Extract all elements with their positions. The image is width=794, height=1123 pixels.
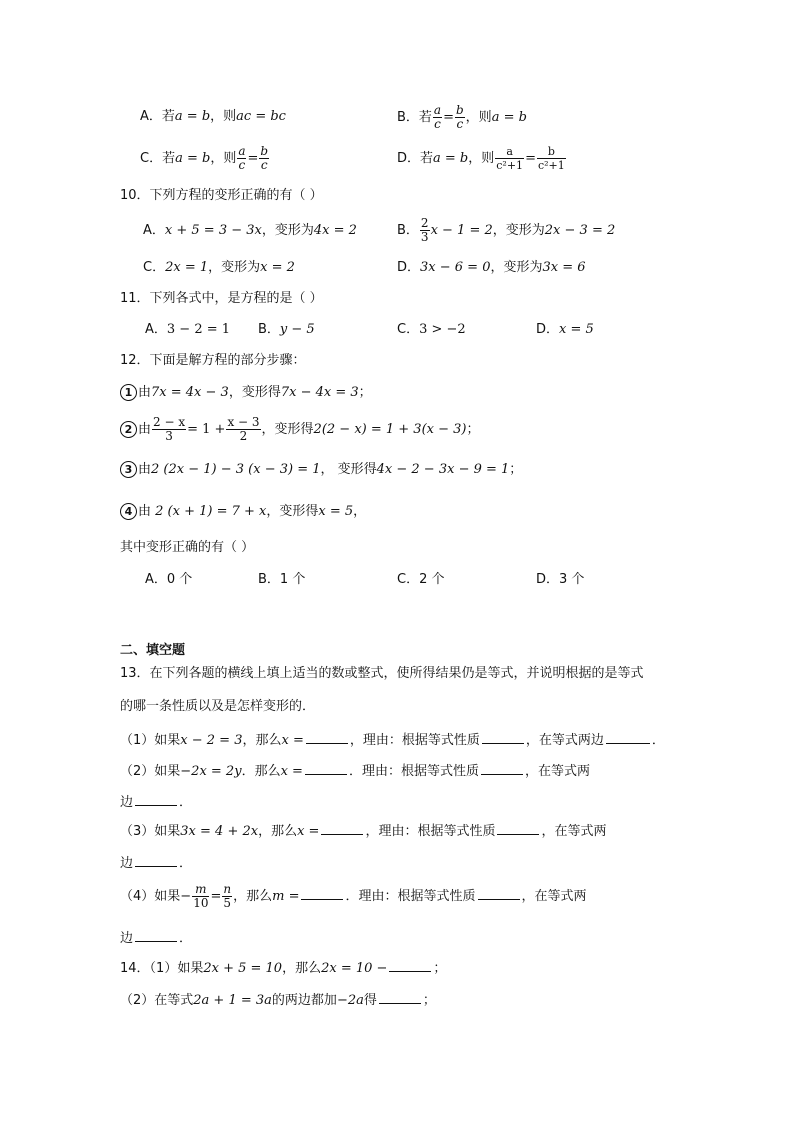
equals: = xyxy=(443,110,454,125)
option-label: C．若 xyxy=(140,151,176,166)
answer-blank[interactable] xyxy=(135,927,177,942)
text: ，在等式两 xyxy=(541,824,607,839)
option-label: D． xyxy=(397,260,421,275)
q13-part-1 xyxy=(120,729,665,751)
math-expr: − xyxy=(180,889,192,904)
denominator: 3 xyxy=(420,230,429,244)
option-label: A． xyxy=(145,322,167,337)
text: （1）如果 xyxy=(120,733,181,748)
math-expr: y − 5 xyxy=(279,322,315,337)
equals: = xyxy=(210,889,222,904)
circled-number: 1 xyxy=(120,384,137,401)
numerator: a xyxy=(238,144,246,158)
text: （4）如果 xyxy=(120,889,181,904)
text: ，变形为 xyxy=(261,223,314,238)
text: 由 xyxy=(138,422,152,437)
answer-blank[interactable] xyxy=(306,729,348,744)
math-expr: a = b xyxy=(491,110,527,125)
answer-blank[interactable] xyxy=(389,957,431,972)
math-expr: 7x = 4x − 3 xyxy=(151,385,229,400)
numerator: a xyxy=(495,145,524,159)
text: 14．（1）如果 xyxy=(120,961,204,976)
q9-option-b[interactable] xyxy=(397,104,527,132)
fraction xyxy=(433,104,442,131)
denominator: c xyxy=(260,158,268,172)
math-expr: −2a xyxy=(336,993,364,1008)
q11-option-c[interactable] xyxy=(397,320,466,340)
answer-blank[interactable] xyxy=(379,989,421,1004)
text: ． xyxy=(179,856,193,871)
text: ，变形得 xyxy=(266,504,319,519)
option-label: D． xyxy=(536,322,560,337)
text: ； xyxy=(433,961,447,976)
text: ，那么 xyxy=(282,961,322,976)
text: 由 xyxy=(138,385,152,400)
denominator: 3 xyxy=(165,429,173,443)
q10-stem: 10．下列方程的变形正确的有（ ） xyxy=(120,188,323,203)
denominator: 10 xyxy=(193,896,209,910)
fraction xyxy=(192,883,209,910)
text: ， xyxy=(353,504,367,519)
answer-blank[interactable] xyxy=(305,760,347,775)
text: ， 变形得 xyxy=(320,462,377,477)
math-expr: 2x + 5 = 10 xyxy=(203,961,283,976)
math-expr: x = 5 xyxy=(318,504,354,519)
denominator: c xyxy=(434,117,441,131)
fraction xyxy=(226,416,260,443)
q13-part-3 xyxy=(120,820,606,842)
numerator: b xyxy=(455,103,464,117)
denominator: c²+1 xyxy=(537,159,565,172)
q11-option-b[interactable] xyxy=(258,320,315,340)
fraction xyxy=(237,145,246,172)
fraction xyxy=(455,104,465,131)
text: ，在等式两边 xyxy=(525,733,604,748)
math-expr: 3x = 6 xyxy=(542,260,586,275)
denominator: c xyxy=(456,117,464,131)
fraction xyxy=(495,145,524,172)
math-expr: 3 − 2 = 1 xyxy=(166,322,231,337)
q13-part-3-cont xyxy=(120,852,192,874)
q13-part-4 xyxy=(120,880,587,914)
numerator: 2 − x xyxy=(153,415,186,429)
text: ．理由：根据等式性质 xyxy=(345,889,476,904)
text: ，那么 xyxy=(242,733,282,748)
text: ，变形得 xyxy=(228,385,281,400)
text: （2）如果 xyxy=(120,764,181,779)
q12-option-a[interactable]: A．0 个 xyxy=(145,572,193,587)
q13-stem-line1: 13．在下列各题的横线上填上适当的数或整式，使所得结果仍是等式，并说明根据的是等式 xyxy=(120,666,644,681)
q12-step-2 xyxy=(120,413,480,447)
answer-blank[interactable] xyxy=(301,885,343,900)
q11-option-d[interactable] xyxy=(536,320,594,340)
q12-stem: 12．下面是解方程的部分步骤： xyxy=(120,353,306,368)
math-expr: 7x − 4x = 3 xyxy=(280,385,359,400)
math-expr: 3x − 6 = 0 xyxy=(420,260,491,275)
option-label: B． xyxy=(258,322,280,337)
q13-part-2 xyxy=(120,760,590,782)
q14-part-2 xyxy=(120,989,436,1011)
q11-option-a[interactable] xyxy=(145,320,230,340)
math-expr: 2x = 10 − xyxy=(321,961,388,976)
option-label: C． xyxy=(397,322,420,337)
math-expr: 3 > −2 xyxy=(419,322,466,337)
option-label: B． xyxy=(397,223,419,238)
numerator: x − 3 xyxy=(227,415,260,429)
math-expr: m = xyxy=(272,889,300,904)
text: ，变形得 xyxy=(261,422,314,437)
q13-part-4-cont xyxy=(120,927,192,949)
text: ，那么 xyxy=(233,889,273,904)
text: ，在等式两 xyxy=(521,889,587,904)
text: 得 xyxy=(363,993,377,1008)
q12-option-b[interactable]: B．1 个 xyxy=(258,572,306,587)
text: ． xyxy=(651,733,665,748)
denominator: 5 xyxy=(223,896,232,910)
answer-blank[interactable] xyxy=(135,791,177,806)
numerator: 2 xyxy=(420,216,429,230)
fraction xyxy=(420,217,430,244)
math-expr: −2x = 2y xyxy=(180,764,242,779)
text: ，则 xyxy=(468,151,495,166)
math-expr: 2 (x + 1) = 7 + x xyxy=(155,504,267,519)
numerator: a xyxy=(433,103,442,117)
text: ，变形为 xyxy=(490,260,543,275)
option-label: B．若 xyxy=(397,110,432,125)
circled-number: 4 xyxy=(120,503,137,520)
answer-blank[interactable] xyxy=(481,760,523,775)
q13-part-2-cont xyxy=(120,791,192,813)
text: ，变形为 xyxy=(492,223,545,238)
math-expr: a = b xyxy=(174,109,211,124)
text: ，则 xyxy=(210,109,237,124)
option-label: A．若 xyxy=(140,109,175,124)
q12-step-4 xyxy=(120,502,366,522)
answer-blank[interactable] xyxy=(478,885,520,900)
math-expr: 2x = 1 xyxy=(165,260,209,275)
fraction xyxy=(259,145,269,172)
numerator: n xyxy=(223,882,232,896)
math-expr: x = xyxy=(281,733,304,748)
text: ． xyxy=(179,795,193,810)
answer-blank[interactable] xyxy=(497,820,539,835)
numerator: b xyxy=(260,144,269,158)
text: ； xyxy=(466,422,480,437)
text: ，则 xyxy=(465,110,492,125)
q10-option-a[interactable] xyxy=(143,221,357,241)
math-expr: x = 5 xyxy=(559,322,594,337)
text: 边 xyxy=(120,795,134,810)
equals: = xyxy=(525,151,536,166)
answer-blank[interactable] xyxy=(321,820,363,835)
math-expr: 4x = 2 xyxy=(313,223,357,238)
option-label: D．若 xyxy=(397,151,434,166)
text: 边 xyxy=(120,931,134,946)
math-expr: a = b xyxy=(175,151,211,166)
math-expr: x − 2 = 3 xyxy=(180,733,243,748)
q10-option-c[interactable] xyxy=(143,258,295,278)
math-expr: a = b xyxy=(433,151,469,166)
denominator: c²+1 xyxy=(496,159,524,172)
text: 边 xyxy=(120,856,134,871)
math-expr: x = 2 xyxy=(260,260,295,275)
circled-number: 2 xyxy=(120,421,137,438)
numerator: b xyxy=(537,145,566,159)
q11-stem: 11．下列各式中，是方程的是（ ） xyxy=(120,291,323,306)
text: ．理由：根据等式性质 xyxy=(348,764,479,779)
answer-blank[interactable] xyxy=(606,729,650,744)
math-expr: 2a + 1 = 3a xyxy=(193,993,272,1008)
text: ； xyxy=(509,462,523,477)
math-expr: 4x − 2 − 3x − 9 = 1 xyxy=(376,462,510,477)
fraction xyxy=(537,145,566,172)
math-expr: x = xyxy=(297,824,320,839)
math-expr: x = xyxy=(280,764,303,779)
math-expr: 2(2 − x) = 1 + 3(x − 3) xyxy=(313,422,467,437)
fraction xyxy=(152,416,186,443)
q12-tail: 其中变形正确的有（ ） xyxy=(120,540,255,555)
denominator: c xyxy=(238,158,246,172)
option-label: C． xyxy=(143,260,166,275)
text: （3）如果 xyxy=(120,824,181,839)
math-expr: 3x = 4 + 2x xyxy=(180,824,259,839)
math-expr: = 1 + xyxy=(187,422,226,437)
q9-option-a[interactable] xyxy=(140,107,286,127)
math-expr: x + 5 = 3 − 3x xyxy=(164,223,262,238)
fraction xyxy=(222,883,232,910)
q12-step-1 xyxy=(120,383,372,403)
q13-stem-line2: 的哪一条性质以及是怎样变形的． xyxy=(120,699,316,714)
q10-option-d[interactable] xyxy=(397,258,586,278)
math-expr: x − 1 = 2 xyxy=(430,223,493,238)
text: ，在等式两 xyxy=(524,764,590,779)
text: 的两边都加 xyxy=(271,993,337,1008)
answer-blank[interactable] xyxy=(482,729,524,744)
text: ，理由：根据等式性质 xyxy=(365,824,496,839)
text: ，理由：根据等式性质 xyxy=(349,733,480,748)
q12-step-3 xyxy=(120,460,522,480)
q12-option-d[interactable]: D．3 个 xyxy=(536,572,585,587)
denominator: 2 xyxy=(239,429,248,443)
numerator: m xyxy=(192,883,209,897)
circled-number: 3 xyxy=(120,461,137,478)
text: ，那么 xyxy=(258,824,298,839)
text: ，则 xyxy=(210,151,237,166)
text: ．那么 xyxy=(241,764,281,779)
math-expr: ac = bc xyxy=(236,109,286,124)
q9-option-c[interactable] xyxy=(140,145,270,173)
section-title: 二、填空题 xyxy=(120,643,186,658)
text: ． xyxy=(179,931,193,946)
q10-option-b[interactable] xyxy=(397,216,615,246)
option-label: A． xyxy=(143,223,165,238)
text: ； xyxy=(358,385,372,400)
equals: = xyxy=(247,151,259,166)
text: ； xyxy=(422,993,436,1008)
math-expr: 2 (2x − 1) − 3 (x − 3) = 1 xyxy=(151,462,321,477)
math-expr: 2x − 3 = 2 xyxy=(544,223,616,238)
text: 由 xyxy=(138,504,156,519)
q9-option-d[interactable] xyxy=(397,145,567,173)
text: （2）在等式 xyxy=(120,993,194,1008)
answer-blank[interactable] xyxy=(135,852,177,867)
q12-option-c[interactable]: C．2 个 xyxy=(397,572,445,587)
text: ，变形为 xyxy=(208,260,261,275)
text: 由 xyxy=(138,462,152,477)
q14-part-1 xyxy=(120,957,446,979)
